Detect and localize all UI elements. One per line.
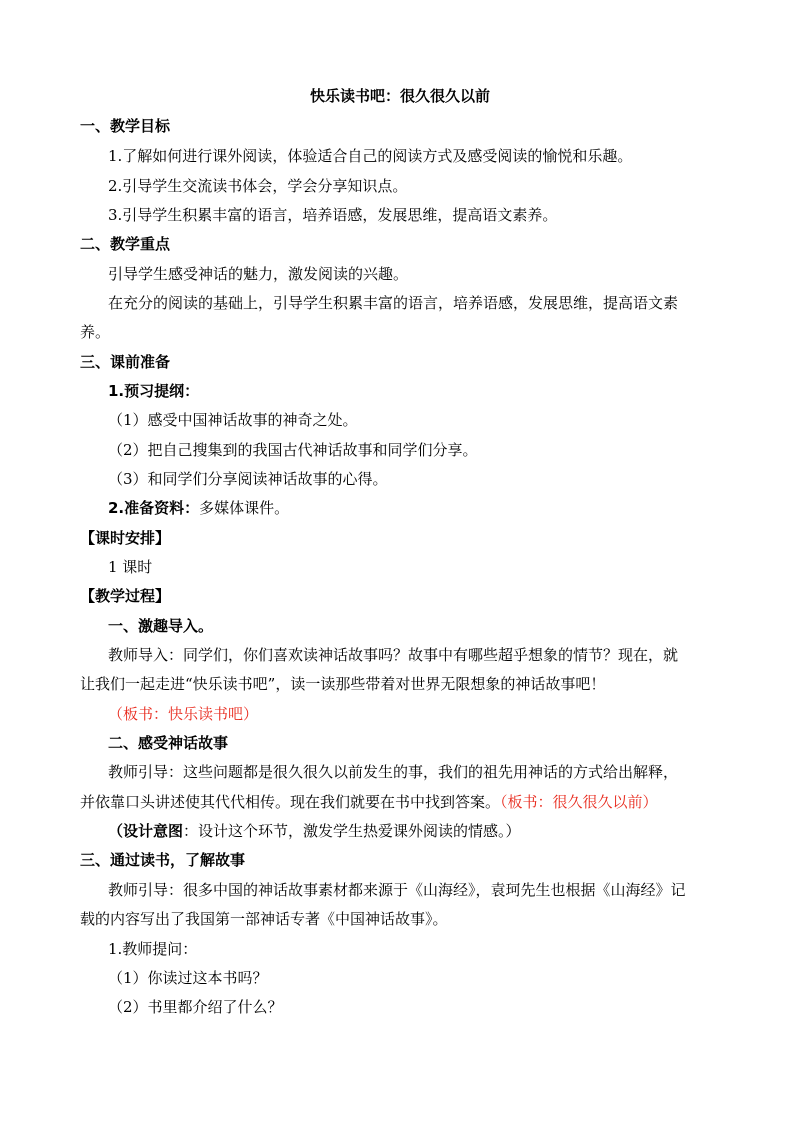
preview-item: （3）和同学们分享阅读神话故事的心得。 (108, 470, 388, 488)
materials-value: 多媒体课件。 (199, 499, 290, 517)
question-label: 1.教师提问： (108, 940, 198, 958)
step-paragraph-continued: 载的内容写出了我国第一部神话专著《中国神话故事》。 (80, 910, 448, 928)
design-intent-text: ：设计这个环节，激发学生热爱课外阅读的情感。） (183, 822, 521, 840)
step-paragraph-continued (80, 792, 730, 812)
board-note: （板书：很久很久以前） (500, 793, 658, 811)
focus-paragraph-continued: 养。 (80, 323, 111, 341)
focus-paragraph: 引导学生感受神话的魅力，激发阅读的兴趣。 (108, 265, 409, 283)
objective-item: 2.引导学生交流读书体会，学会分享知识点。 (108, 177, 408, 195)
schedule-value: 1 课时 (108, 558, 153, 576)
section-heading-preparation: 三、课前准备 (80, 353, 171, 371)
step-paragraph: 教师引导：很多中国的神话故事素材都来源于《山海经》，袁珂先生也根据《山海经》记 (108, 881, 686, 899)
preview-item: （1）感受中国神话故事的神奇之处。 (108, 411, 358, 429)
step-paragraph-continued: 让我们一起走进“快乐读书吧”，读一读那些带着对世界无限想象的神话故事吧！ (80, 675, 606, 693)
process-heading: 【教学过程】 (80, 587, 171, 605)
focus-paragraph: 在充分的阅读的基础上，引导学生积累丰富的语言，培养语感，发展思维，提高语文素 (108, 294, 679, 312)
step-paragraph: 教师导入：同学们，你们喜欢读神话故事吗？故事中有哪些超乎想象的情节？现在，就 (108, 646, 679, 664)
materials-line (108, 498, 730, 518)
step-heading-intro: 一、激趣导入。 (108, 617, 214, 635)
question-item: （1）你读过这本书吗？ (108, 969, 268, 987)
step-heading-feel: 二、感受神话故事 (108, 734, 229, 752)
design-intent (108, 821, 730, 841)
preview-outline-label: 1.预习提纲： (108, 382, 200, 400)
section-heading-focus: 二、教学重点 (80, 235, 171, 253)
design-intent-label: （设计意图 (108, 822, 184, 840)
step-paragraph: 教师引导：这些问题都是很久很久以前发生的事，我们的祖先用神话的方式给出解释， (108, 763, 679, 781)
objective-item: 1.了解如何进行课外阅读，体验适合自己的阅读方式及感受阅读的愉悦和乐趣。 (108, 147, 633, 165)
step-paragraph-text: 并依靠口头讲述使其代代相传。现在我们就要在书中找到答案。 (80, 793, 501, 811)
board-note: （板书：快乐读书吧） (108, 705, 259, 723)
page-title: 快乐读书吧：很久很久以前 (309, 87, 490, 105)
materials-label: 2.准备资料： (108, 499, 200, 517)
question-item: （2）书里都介绍了什么？ (108, 998, 283, 1016)
objective-item: 3.引导学生积累丰富的语言，培养语感，发展思维，提高语文素养。 (108, 206, 558, 224)
preview-item: （2）把自己搜集到的我国古代神话故事和同学们分享。 (108, 441, 478, 459)
section-heading-objectives: 一、教学目标 (80, 117, 171, 135)
schedule-heading: 【课时安排】 (80, 529, 171, 547)
section-heading-reading: 三、通过读书，了解故事 (80, 851, 246, 869)
